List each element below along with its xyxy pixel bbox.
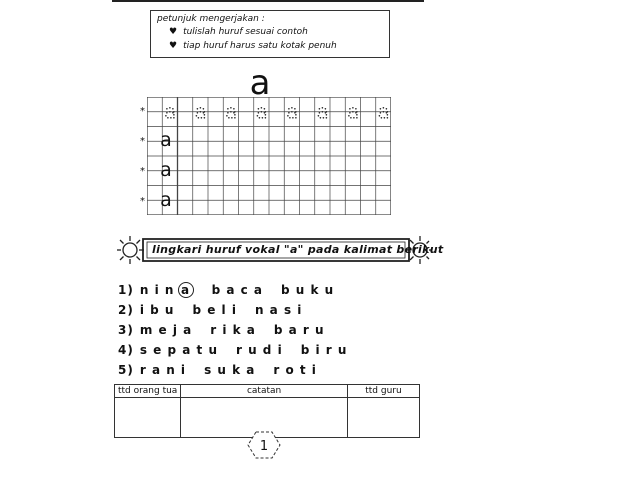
header-notes: catatan bbox=[181, 385, 348, 398]
exercise-word[interactable]: b u k u bbox=[281, 283, 335, 297]
instruction-item bbox=[169, 27, 308, 37]
exercise-word[interactable]: n a s i bbox=[254, 303, 303, 317]
parent-signature-field[interactable] bbox=[115, 398, 181, 438]
exercise-number: 2) bbox=[118, 303, 134, 317]
row-marker: * bbox=[140, 196, 145, 207]
page-number-badge bbox=[246, 430, 282, 460]
sun-icon bbox=[117, 236, 144, 264]
practice-grid bbox=[147, 97, 391, 215]
exercise-number: 5) bbox=[118, 363, 134, 377]
instruction-item bbox=[169, 41, 337, 51]
exercise-word[interactable]: r i k a bbox=[210, 323, 256, 337]
exercise-item bbox=[118, 282, 352, 298]
exercise-word[interactable]: i b u bbox=[139, 303, 175, 317]
page-number: 1 bbox=[259, 439, 269, 454]
letter-heading: a bbox=[249, 63, 271, 103]
exercise-number: 4) bbox=[118, 343, 134, 357]
word-part: n i n bbox=[139, 283, 180, 297]
instruction-text: tiap huruf harus satu kotak penuh bbox=[183, 41, 337, 51]
exercise-word[interactable]: b i r u bbox=[300, 343, 348, 357]
exercise-word[interactable]: r u d i bbox=[235, 343, 283, 357]
row-marker: * bbox=[140, 106, 145, 117]
exercise-item bbox=[118, 323, 343, 337]
instruction-text: tulislah huruf sesuai contoh bbox=[183, 27, 308, 37]
heart-icon: ♥ bbox=[169, 27, 178, 37]
exercise-word[interactable]: r a n i bbox=[139, 363, 187, 377]
exercise-item bbox=[118, 303, 320, 317]
exercise-item bbox=[118, 343, 365, 357]
instructions-title: petunjuk mengerjakan : bbox=[157, 14, 265, 24]
row-marker: * bbox=[140, 136, 145, 147]
exercise-word[interactable]: b e l i bbox=[192, 303, 237, 317]
sample-letter: a bbox=[160, 189, 172, 211]
heart-icon: ♥ bbox=[169, 41, 178, 51]
exercise-item bbox=[118, 363, 335, 377]
header-parent-signature: ttd orang tua bbox=[115, 385, 181, 398]
header-teacher-signature: ttd guru bbox=[347, 385, 419, 398]
exercise-word[interactable]: m e j a bbox=[139, 323, 193, 337]
exercise-word[interactable]: s e p a t u bbox=[139, 343, 218, 357]
sample-letter: a bbox=[160, 159, 172, 181]
exercise-number: 1) bbox=[118, 283, 134, 297]
row-marker: * bbox=[140, 166, 145, 177]
exercise-number: 3) bbox=[118, 323, 134, 337]
exercise-word[interactable]: r o t i bbox=[273, 363, 317, 377]
exercise-word-circled[interactable] bbox=[140, 282, 194, 298]
circled-vowel[interactable]: a bbox=[178, 282, 194, 298]
sample-letter: a bbox=[160, 129, 172, 151]
top-border bbox=[112, 0, 424, 2]
exercise-word[interactable]: b a r u bbox=[273, 323, 325, 337]
exercise-word[interactable]: b a c a bbox=[211, 283, 264, 297]
banner-text: lingkari huruf vokal "a" pada kalimat berikut bbox=[152, 243, 444, 256]
exercise-word[interactable]: s u k a bbox=[204, 363, 256, 377]
teacher-signature-field[interactable] bbox=[347, 398, 419, 438]
instructions-box bbox=[150, 10, 390, 58]
